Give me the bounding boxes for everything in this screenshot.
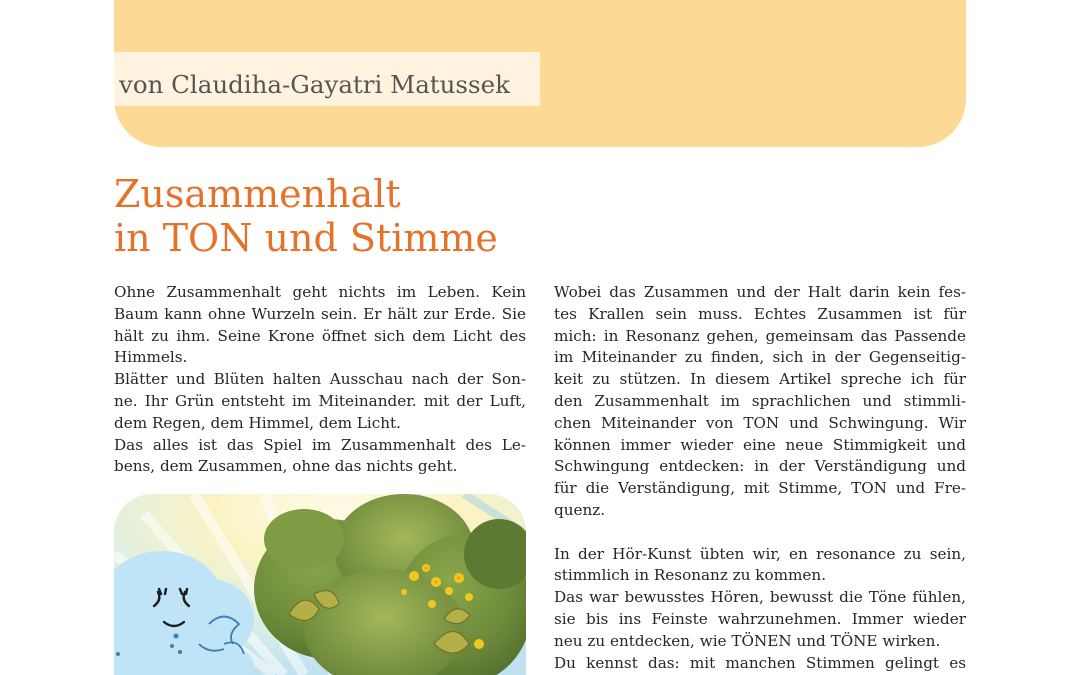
- text-line: den Zusammenhalt im sprachlichen und stimmli-: [554, 391, 966, 410]
- text-line: Wobei das Zusammen und der Halt darin kein fes-: [554, 283, 966, 301]
- left-text-column: [114, 282, 526, 478]
- text-line: Himmels.: [114, 348, 188, 367]
- text-line: Das war bewusstes Hören, bewusst die Töne fühlen,: [554, 588, 966, 607]
- text-line: mich: in Resonanz gehen, gemeinsam das Passende: [554, 326, 966, 345]
- text-line: quenz.: [554, 500, 606, 519]
- article-title-line-1: Zusammenhalt: [114, 172, 401, 216]
- text-line: Ohne Zusammenhalt geht nichts im Leben. Kein: [114, 283, 526, 301]
- text-line: Das alles ist das Spiel im Zusammenhalt des Le-: [114, 435, 526, 454]
- right-text-column: [554, 282, 966, 674]
- text-line: können immer wieder eine neue Stimmigkeit und: [554, 435, 966, 454]
- article-title-line-2: in TON und Stimme: [114, 216, 498, 260]
- text-line: hält zu ihm. Seine Krone öffnet sich dem Licht des: [114, 326, 526, 345]
- text-line: chen Miteinander von TON und Schwingung. Wir: [554, 413, 966, 432]
- tree-cloud-artwork: [114, 494, 526, 675]
- text-line: sie bis ins Feinste wahrzunehmen. Immer wieder: [554, 609, 966, 628]
- tree-cloud-illustration: [114, 494, 526, 675]
- text-line: bens, dem Zusammen, ohne das nichts geht.: [114, 457, 458, 476]
- text-line: tes Krallen sein muss. Echtes Zusammen ist für: [554, 304, 966, 323]
- paragraph-gap: [554, 522, 966, 544]
- author-byline: von Claudiha-Gayatri Matussek: [119, 70, 510, 99]
- text-line: In der Hör-Kunst übten wir, en resonance zu sein,: [554, 544, 966, 563]
- text-line: Schwingung entdecken: in der Verständigung und: [554, 457, 966, 476]
- text-line: Baum kann ohne Wurzeln sein. Er hält zur Erde. Sie: [114, 304, 526, 323]
- text-line: neu zu entdecken, wie TÖNEN und TÖNE wirken.: [554, 631, 941, 650]
- text-line: stimmlich in Resonanz zu kommen.: [554, 566, 827, 585]
- text-line: für die Verständigung, mit Stimme, TON und Fre-: [554, 479, 966, 498]
- text-line: ne. Ihr Grün entsteht im Miteinander. mit der Luft,: [114, 391, 526, 410]
- text-line: Du kennst das: mit manchen Stimmen gelingt es: [554, 653, 966, 672]
- article-title: [114, 172, 574, 260]
- text-line: dem Regen, dem Himmel, dem Licht.: [114, 413, 401, 432]
- text-line: Blätter und Blüten halten Ausschau nach der Son-: [114, 370, 526, 389]
- text-line: keit zu stützen. In diesem Artikel spreche ich für: [554, 370, 966, 389]
- text-line: im Miteinander zu finden, sich in der Gegenseitig-: [554, 348, 966, 367]
